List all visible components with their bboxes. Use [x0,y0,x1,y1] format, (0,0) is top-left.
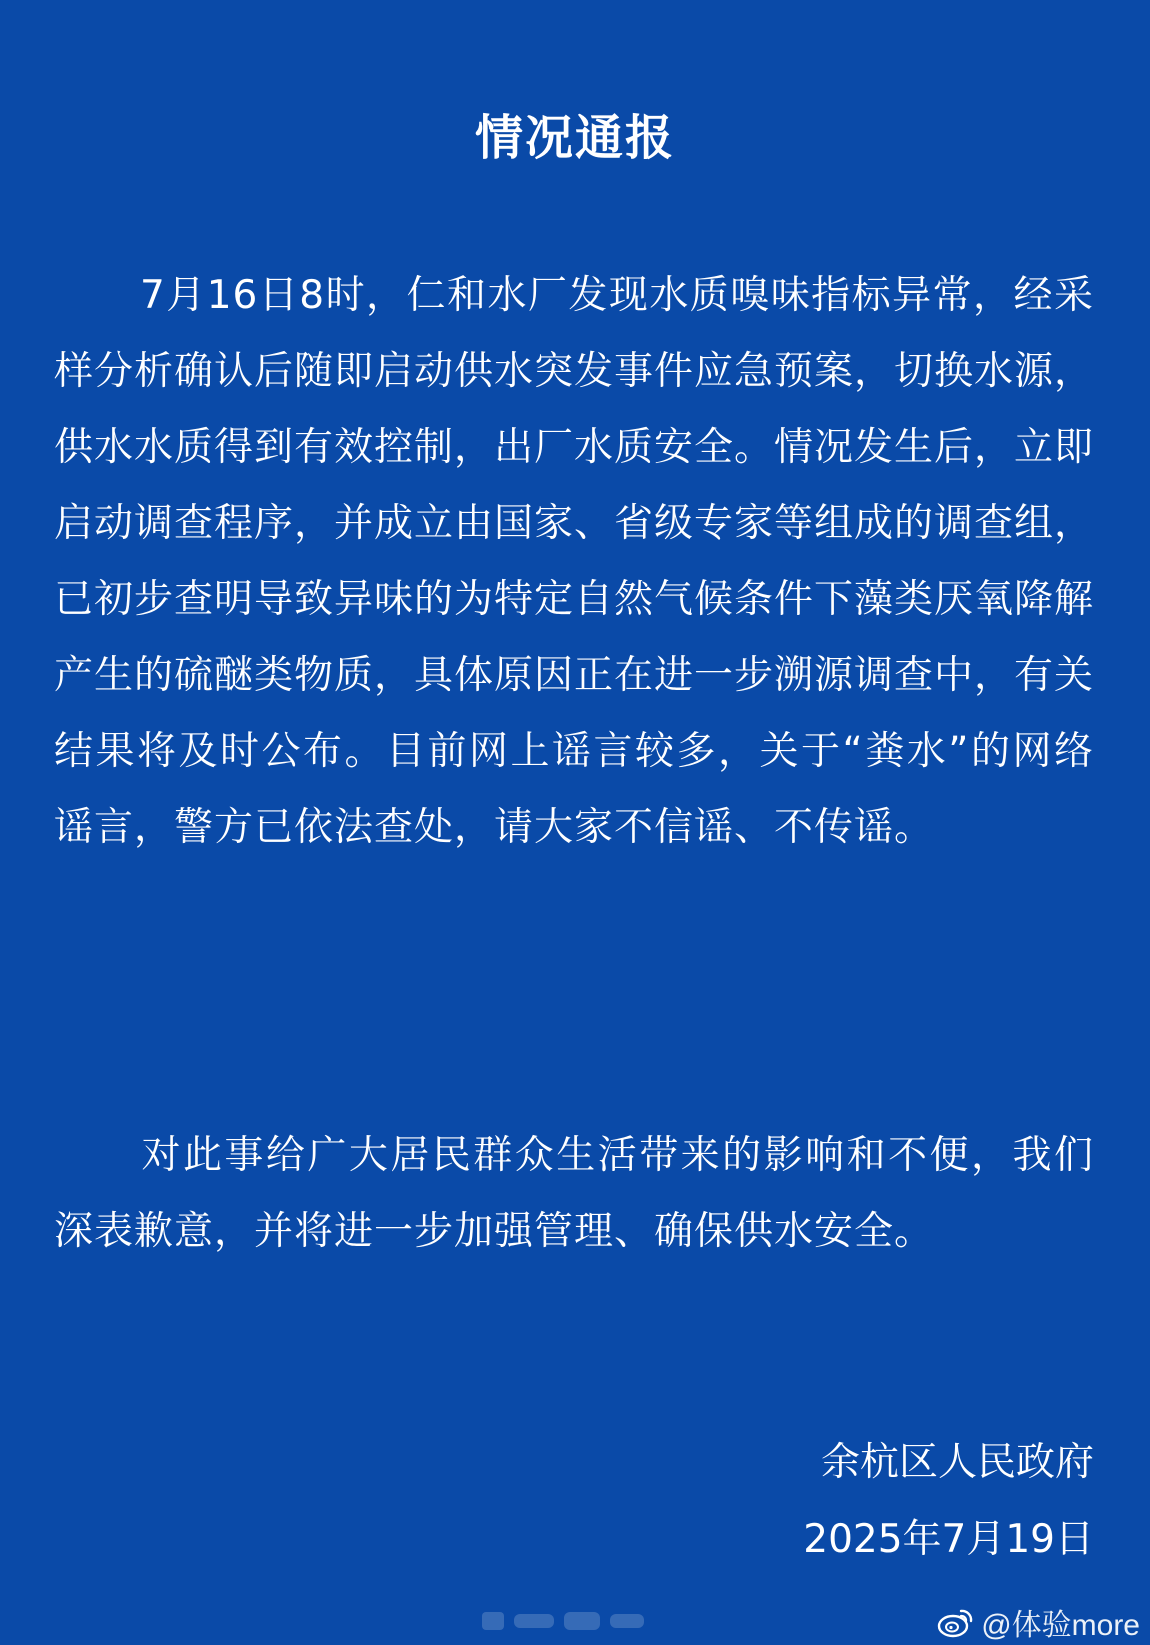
weibo-watermark [937,1604,1140,1640]
notice-paragraph-1 [54,258,1094,866]
paragraph-2-text: 对此事给广大居民群众生活带来的影响和不便，我们深表歉意，并将进一步加强管理、确保供水安全。 [54,1133,1094,1254]
signature-organization: 余杭区人民政府 [820,1440,1094,1485]
notice-paragraph-2 [54,1118,1094,1270]
watermark-handle: @体验more [981,1609,1140,1642]
paragraph-1-text: 7月16日8时，仁和水厂发现水质嗅味指标异常，经采样分析确认后随即启动供水突发事件应急预案，切换水源，供水水质得到有效控制，出厂水质安全。情况发生后，立即启动调查程序，并成立由国家、省级专家等组成的调查组，已初步查明导致异味的为特定自然气候条件下藻类厌氧降解产生的硫醚类物质，具体原因正在进一步溯源调查中，有关结果将及时公布。目前网上谣言较多，关于“粪水”的网络谣言，警方已依法查处，请大家不信谣、不传谣。 [54,273,1095,850]
signature-date: 2025年7月19日 [803,1517,1094,1562]
weibo-icon [937,1605,975,1639]
faded-watermark-mark [478,1606,648,1636]
notice-title: 情况通报 [474,110,675,166]
